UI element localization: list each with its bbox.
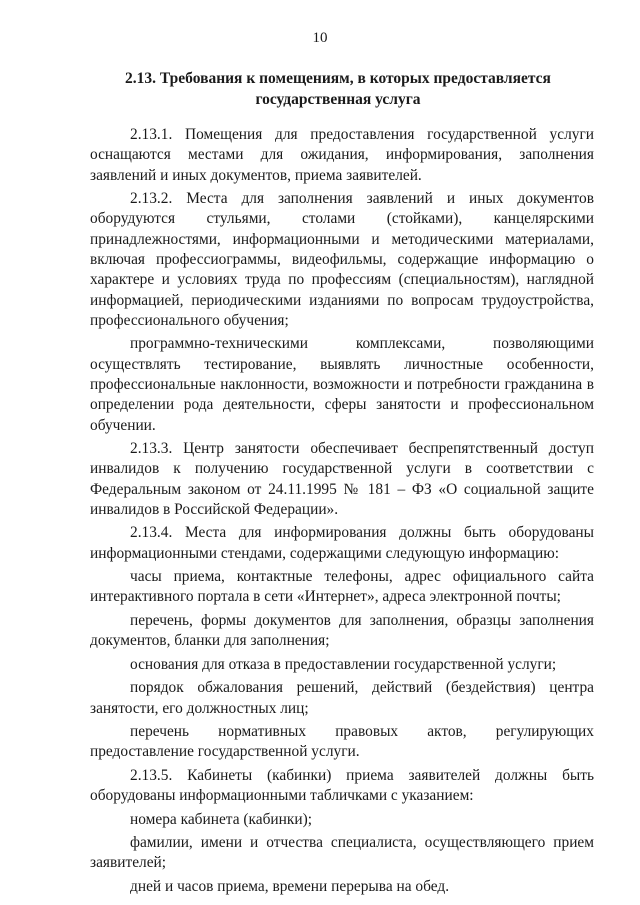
list-item-specialist-name: фамилии, имени и отчества специалиста, осуществляющего прием заявителей; bbox=[90, 834, 594, 872]
paragraph-software-complexes: программно-техническими комплексами, позволяющими осуществлять тестирование, выявлять личностные особенности, профессиональные наклонности, возможности и потребности гражданина в определении рода деятельности, сферы занятости и профессиональном обучении. bbox=[90, 335, 594, 434]
section-body bbox=[90, 125, 594, 900]
section-heading-line-2: государственная услуга bbox=[255, 91, 421, 108]
paragraph-2-13-5: 2.13.5. Кабинеты (кабинки) приема заявителей должны быть оборудованы информационными табличками с указанием: bbox=[90, 766, 594, 805]
list-item-legal-acts: перечень нормативных правовых актов, регулирующих предоставление государственной услуги. bbox=[90, 723, 594, 761]
list-item-reception-hours: часы приема, контактные телефоны, адрес официального сайта интерактивного портала в сети «Интернет», адреса электронной почты; bbox=[90, 568, 594, 606]
section-heading bbox=[90, 68, 586, 110]
paragraph-2-13-3: 2.13.3. Центр занятости обеспечивает беспрепятственный доступ инвалидов к получению государственной услуги в соответствии с Федеральным законом от 24.11.1995 № 181 – ФЗ «О социальной защите инвалидов в Российской Федерации». bbox=[90, 440, 594, 518]
paragraph-2-13-4: 2.13.4. Места для информирования должны быть оборудованы информационными стендами, содержащими следующую информацию: bbox=[90, 524, 594, 562]
page-number: 10 bbox=[312, 30, 328, 46]
section-heading-line-1: 2.13. Требования к помещениям, в которых предоставляется bbox=[125, 70, 551, 87]
paragraph-2-13-2: 2.13.2. Места для заполнения заявлений и иных документов оборудуются стульями, столами (стойками), канцелярскими принадлежностями, информационными и методическими материалами, включая профессиограммы, видеофильмы, содержащие информацию о характере и условиях труда по профессиям (специальностям), наглядной информацией, периодическими изданиями по вопросам трудоустройства, профессионального обучения; bbox=[90, 190, 594, 329]
paragraph-2-13-1: 2.13.1. Помещения для предоставления государственной услуги оснащаются местами для ожидания, информирования, заполнения заявлений и иных документов, приема заявителей. bbox=[90, 126, 594, 184]
list-item-document-forms: перечень, формы документов для заполнения, образцы заполнения документов, бланки для заполнения; bbox=[90, 611, 594, 650]
list-item-room-number: номера кабинета (кабинки); bbox=[130, 810, 313, 828]
list-item-reception-days: дней и часов приема, времени перерыва на обед. bbox=[130, 877, 450, 895]
list-item-appeal-procedure: порядок обжалования решений, действий (бездействия) центра занятости, его должностных лиц; bbox=[90, 679, 594, 717]
list-item-refusal-grounds: основания для отказа в предоставлении государственной услуги; bbox=[130, 655, 557, 673]
